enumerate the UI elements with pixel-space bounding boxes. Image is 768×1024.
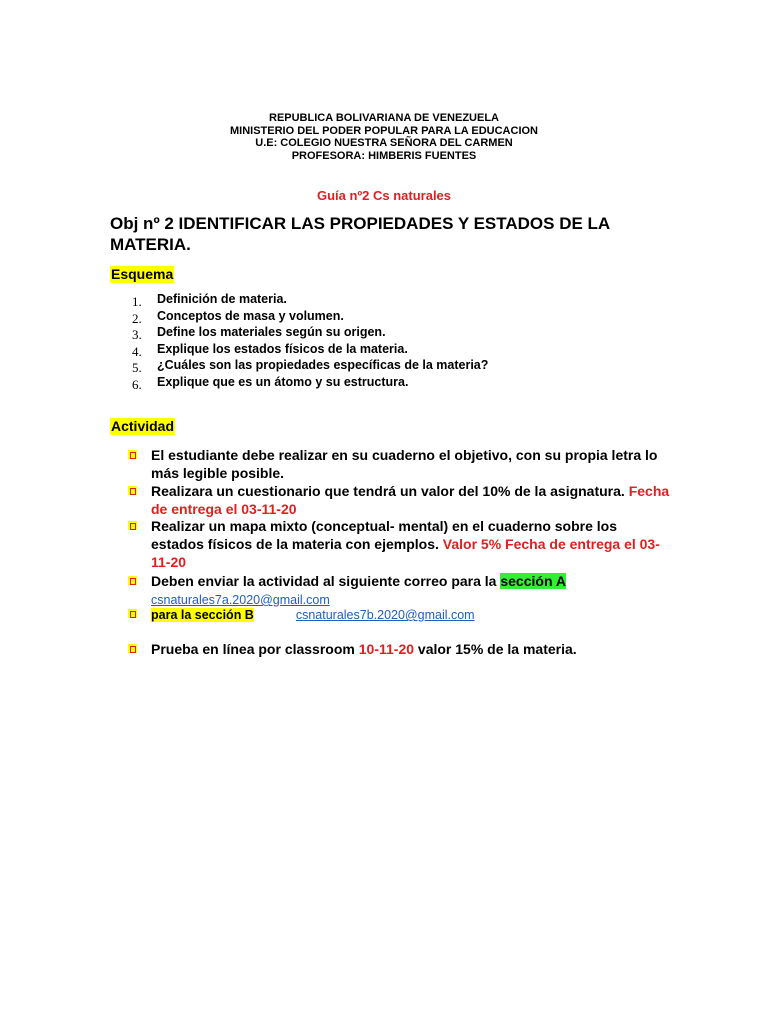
guide-title: Guía nº2 Cs naturales [316, 188, 452, 203]
actividad-item-text: Realizar un mapa mixto (conceptual- mental) en el cuaderno sobre los estados físicos de la materia con ejemplos. Valor 5% Fecha de entrega el 03-11-20 [151, 518, 660, 570]
actividad-item-text: Realizara un cuestionario que tendrá un valor del 10% de la asignatura. Fecha de entrega el 03-11-20 [151, 483, 670, 517]
email-link-section-a[interactable]: csnaturales7a.2020@gmail.com [151, 593, 330, 607]
value-and-due-date: Valor 5% Fecha de entrega el 03-11-20 [151, 536, 660, 570]
document-page: REPUBLICA BOLIVARIANA DE VENEZUELA MINISTERIO DEL PODER POPULAR PARA LA EDUCACION U.E: COLEGIO NUESTRA SEÑORA DEL CARMEN PROFESORA: HIMBERIS FUENTES Guía nº2 Cs naturales Obj nº 2 IDENTIFICAR LAS PROPIEDADES Y ESTADOS DE LA MATERIA. Esquema 1. Definición de materia. 2. Conceptos de masa y volumen. 3. Define los materiales según su origen. 4. Explique los estados físicos de la materia. 5. ¿Cuáles son las propiedades específicas de la materia? 6. Explique que es un átomo y su estructura. Actividad El estudiante debe realizar en su cuaderno el objetivo, con su propia letra lo más legible posible. Realizara un cuestionario que tendrá un valor del 10% de la asignatura. Fecha de entrega el 03-11-20 Realizar un mapa mixto (conceptual- mental) en el cuaderno sobre los estados físicos de la materia con ejemplos. Valor 5% Fecha de entrega el 03-11-20 Deben enviar la actividad al siguiente correo para la sección A csnaturales7a.2020@gmail.com para la sección B csnaturales7b.2020@gmail.com Prueba en línea por classroom 10-11-20 valor 15% de la materia. [0, 0, 768, 1024]
due-date: Fecha de entrega el 03-11-20 [151, 483, 670, 517]
test-date: 10-11-20 [358, 641, 415, 657]
header-line-ministry: MINISTERIO DEL PODER POPULAR PARA LA EDUCACION [229, 124, 539, 137]
bullet-marker-icon [128, 521, 137, 530]
bullet-marker-icon [128, 450, 137, 459]
header-line-teacher: PROFESORA: HIMBERIS FUENTES [291, 149, 477, 162]
header-line-republic: REPUBLICA BOLIVARIANA DE VENEZUELA [269, 112, 499, 124]
header-line-school: U.E: COLEGIO NUESTRA SEÑORA DEL CARMEN [255, 137, 513, 149]
actividad-label: Actividad [111, 418, 175, 434]
bullet-marker-icon [128, 609, 137, 618]
bullet-marker-icon [128, 644, 137, 653]
bullet-marker-icon [128, 486, 137, 495]
email-link-section-b[interactable]: csnaturales7b.2020@gmail.com [295, 608, 475, 622]
esquema-label: Esquema [111, 266, 174, 282]
section-b-label: para la sección B [151, 608, 254, 622]
objective-heading: Obj nº 2 IDENTIFICAR LAS PROPIEDADES Y ESTADOS DE LA MATERIA. [110, 214, 610, 254]
section-a-badge: sección A [500, 573, 566, 589]
bullet-marker-icon [128, 576, 137, 585]
actividad-item-text: Deben enviar la actividad al siguiente correo para la sección A csnaturales7a.2020@gmail.com [151, 573, 566, 607]
actividad-item-text [151, 605, 671, 624]
actividad-item-text: El estudiante debe realizar en su cuaderno el objetivo, con su propia letra lo más legible posible. [151, 447, 658, 481]
document-header [0, 112, 768, 162]
actividad-item-text: Prueba en línea por classroom 10-11-20 valor 15% de la materia. [151, 641, 577, 657]
